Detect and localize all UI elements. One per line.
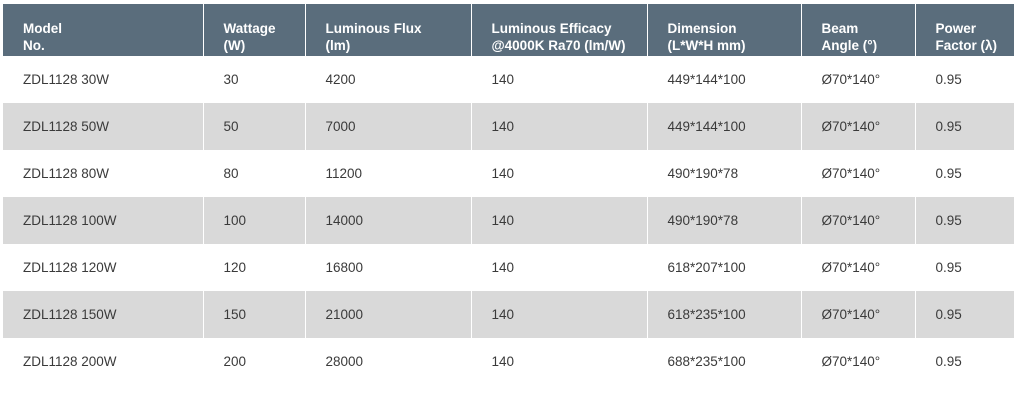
cell-luminous-efficacy: 140	[471, 103, 647, 150]
cell-beam-angle: Ø70*140°	[801, 56, 915, 103]
cell-dimension: 688*235*100	[647, 338, 801, 385]
cell-beam-angle: Ø70*140°	[801, 197, 915, 244]
table-row	[3, 103, 1014, 150]
cell-power-factor: 0.95	[915, 291, 1014, 338]
cell-dimension: 490*190*78	[647, 197, 801, 244]
cell-luminous-flux: 11200	[305, 150, 471, 197]
cell-luminous-efficacy: 140	[471, 338, 647, 385]
header-beam-angle: Beam Angle (°)	[801, 4, 915, 56]
table-row	[3, 338, 1014, 385]
table-row	[3, 56, 1014, 103]
cell-model: ZDL1128 50W	[3, 103, 203, 150]
cell-luminous-efficacy: 140	[471, 150, 647, 197]
table-row	[3, 150, 1014, 197]
cell-beam-angle: Ø70*140°	[801, 338, 915, 385]
cell-model: ZDL1128 100W	[3, 197, 203, 244]
cell-wattage: 50	[203, 103, 305, 150]
cell-dimension: 449*144*100	[647, 103, 801, 150]
table-row	[3, 291, 1014, 338]
cell-dimension: 618*207*100	[647, 244, 801, 291]
cell-power-factor: 0.95	[915, 338, 1014, 385]
table-row	[3, 244, 1014, 291]
cell-wattage: 100	[203, 197, 305, 244]
cell-dimension: 618*235*100	[647, 291, 801, 338]
cell-power-factor: 0.95	[915, 197, 1014, 244]
cell-luminous-efficacy: 140	[471, 291, 647, 338]
cell-power-factor: 0.95	[915, 56, 1014, 103]
header-wattage: Wattage (W)	[203, 4, 305, 56]
cell-wattage: 30	[203, 56, 305, 103]
header-luminous-flux: Luminous Flux (lm)	[305, 4, 471, 56]
cell-luminous-efficacy: 140	[471, 197, 647, 244]
cell-luminous-flux: 7000	[305, 103, 471, 150]
cell-beam-angle: Ø70*140°	[801, 244, 915, 291]
cell-luminous-flux: 16800	[305, 244, 471, 291]
cell-luminous-flux: 4200	[305, 56, 471, 103]
cell-dimension: 490*190*78	[647, 150, 801, 197]
cell-model: ZDL1128 150W	[3, 291, 203, 338]
cell-model: ZDL1128 200W	[3, 338, 203, 385]
cell-dimension: 449*144*100	[647, 56, 801, 103]
table-row	[3, 197, 1014, 244]
cell-power-factor: 0.95	[915, 150, 1014, 197]
cell-luminous-flux: 21000	[305, 291, 471, 338]
header-row	[3, 4, 1014, 56]
header-dimension: Dimension (L*W*H mm)	[647, 4, 801, 56]
cell-wattage: 150	[203, 291, 305, 338]
cell-beam-angle: Ø70*140°	[801, 103, 915, 150]
cell-power-factor: 0.95	[915, 244, 1014, 291]
cell-beam-angle: Ø70*140°	[801, 150, 915, 197]
cell-model: ZDL1128 80W	[3, 150, 203, 197]
header-model-no: Model No.	[3, 4, 203, 56]
cell-wattage: 80	[203, 150, 305, 197]
cell-luminous-flux: 14000	[305, 197, 471, 244]
spec-table	[3, 4, 1014, 385]
cell-wattage: 120	[203, 244, 305, 291]
cell-power-factor: 0.95	[915, 103, 1014, 150]
cell-luminous-efficacy: 140	[471, 56, 647, 103]
cell-model: ZDL1128 120W	[3, 244, 203, 291]
cell-luminous-flux: 28000	[305, 338, 471, 385]
header-luminous-efficacy: Luminous Efficacy @4000K Ra70 (lm/W)	[471, 4, 647, 56]
cell-beam-angle: Ø70*140°	[801, 291, 915, 338]
header-power-factor: Power Factor (λ)	[915, 4, 1014, 56]
cell-luminous-efficacy: 140	[471, 244, 647, 291]
cell-model: ZDL1128 30W	[3, 56, 203, 103]
cell-wattage: 200	[203, 338, 305, 385]
